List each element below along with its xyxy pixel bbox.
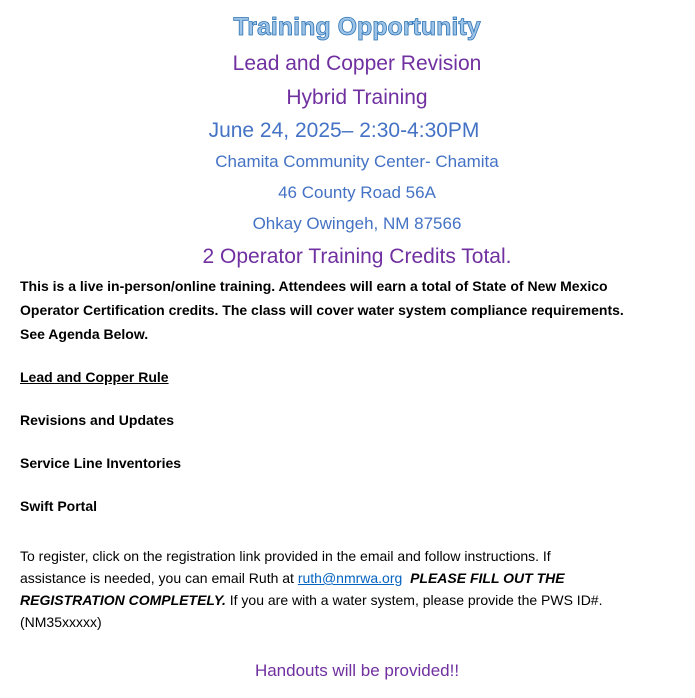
pws-instruction: If you are with a water system, please provide the PWS ID#. [225, 592, 603, 608]
training-subtitle: Lead and Copper Revision [232, 52, 482, 75]
training-date: June 24, 2025– 2:30-4:30PM [208, 119, 480, 142]
credits-total: 2 Operator Training Credits Total. [202, 245, 512, 268]
agenda-item: Service Line Inventories [20, 455, 182, 471]
registration-line [20, 567, 690, 589]
handouts-note: Handouts will be provided!! [254, 661, 460, 680]
agenda-item: Swift Portal [20, 498, 98, 514]
venue-city: Ohkay Owingeh, NM 87566 [252, 214, 462, 233]
registration-line: To register, click on the registration link provided in the email and follow instructions. If [20, 548, 551, 564]
email-link[interactable]: ruth@nmrwa.org [297, 570, 403, 586]
intro-paragraph [20, 274, 690, 346]
agenda-heading: Lead and Copper Rule [20, 369, 169, 385]
fill-out-notice: PLEASE FILL OUT THE [410, 570, 565, 586]
intro-line: Operator Certification credits. The class will cover water system compliance requirements. [20, 302, 624, 318]
agenda-item: Revisions and Updates [20, 412, 175, 428]
registration-text: assistance is needed, you can email Ruth at [20, 570, 298, 586]
fill-out-notice-cont: REGISTRATION COMPLETELY. [20, 592, 226, 608]
training-format: Hybrid Training [286, 86, 428, 109]
registration-paragraph [20, 545, 690, 633]
registration-line [20, 589, 690, 611]
venue-street: 46 County Road 56A [278, 183, 436, 202]
page-title: Training Opportunity [233, 13, 481, 41]
intro-line: See Agenda Below. [20, 326, 149, 342]
pws-id-format: (NM35xxxxx) [20, 614, 102, 630]
intro-line: This is a live in-person/online training. Attendees will earn a total of State of New Mexico [20, 278, 608, 294]
venue-name: Chamita Community Center- Chamita [215, 152, 499, 171]
